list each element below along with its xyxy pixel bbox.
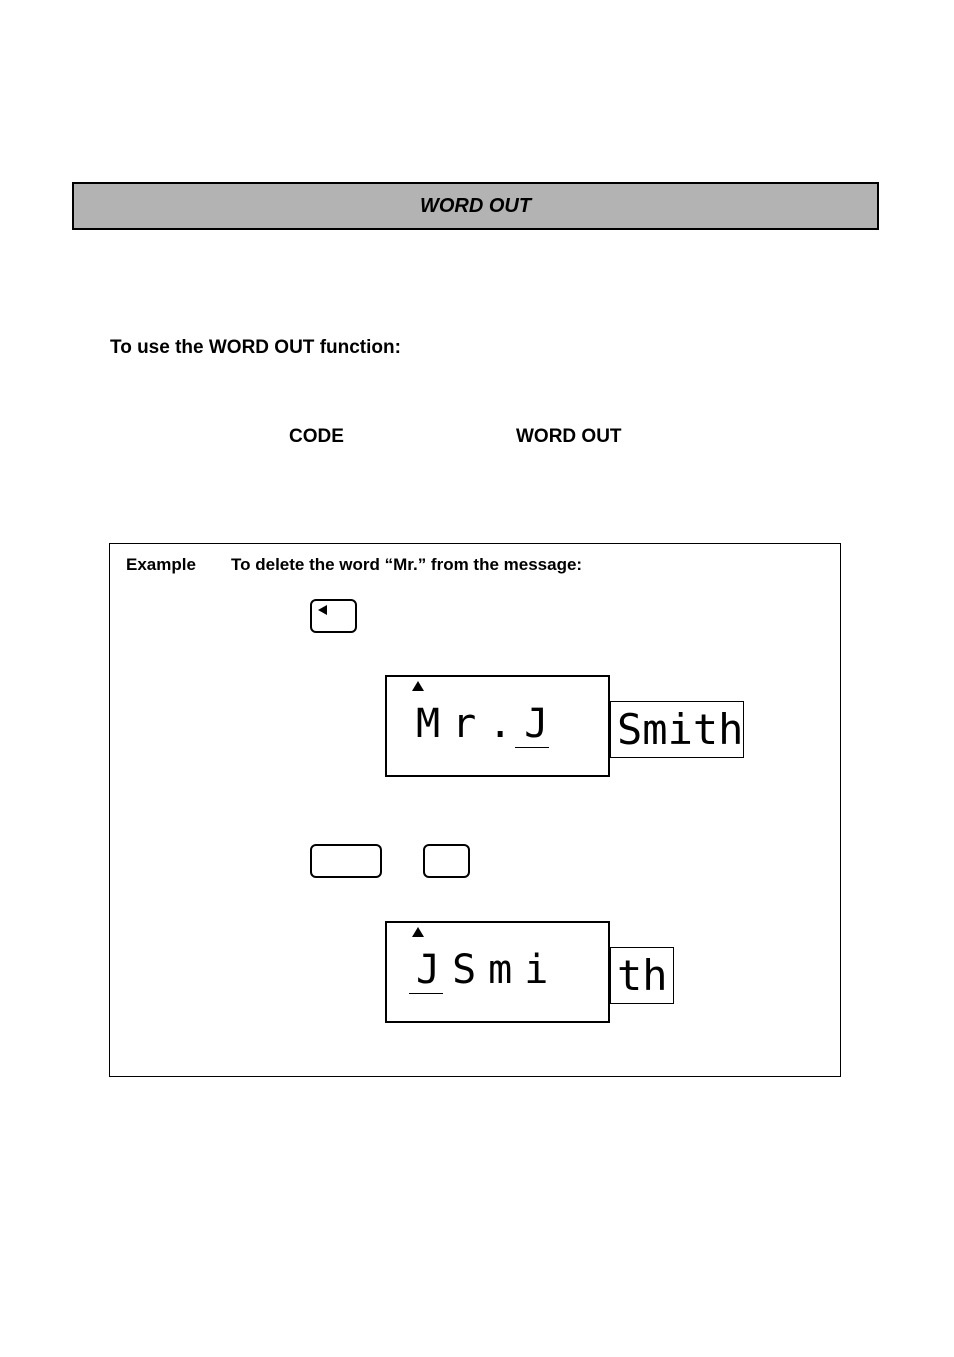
section-title-bar bbox=[72, 182, 879, 230]
cursor-indicator-icon bbox=[412, 681, 424, 691]
cursor-left-key[interactable] bbox=[310, 599, 357, 633]
instructions-heading: To use the WORD OUT function: bbox=[110, 337, 401, 358]
code-key-label: CODE bbox=[289, 426, 344, 447]
lcd-display-text: JSmi bbox=[416, 947, 561, 993]
section-title: WORD OUT bbox=[419, 194, 532, 217]
text-cursor bbox=[409, 993, 443, 994]
arrow-left-icon bbox=[318, 605, 327, 615]
text-cursor bbox=[515, 747, 549, 748]
lcd-display-text: Mr.J bbox=[416, 701, 561, 747]
code-key[interactable] bbox=[310, 844, 382, 878]
word-out-key[interactable] bbox=[423, 844, 470, 878]
example-description: To delete the word “Mr.” from the message: bbox=[231, 555, 583, 574]
cursor-indicator-icon bbox=[412, 927, 424, 937]
example-box bbox=[109, 543, 841, 1077]
lcd-display-before bbox=[385, 675, 610, 777]
word-out-key-label: WORD OUT bbox=[516, 426, 622, 447]
lcd-overflow-before: Smith bbox=[610, 701, 744, 758]
lcd-overflow-after: th bbox=[610, 947, 674, 1004]
example-label: Example bbox=[126, 555, 196, 574]
lcd-display-after bbox=[385, 921, 610, 1023]
